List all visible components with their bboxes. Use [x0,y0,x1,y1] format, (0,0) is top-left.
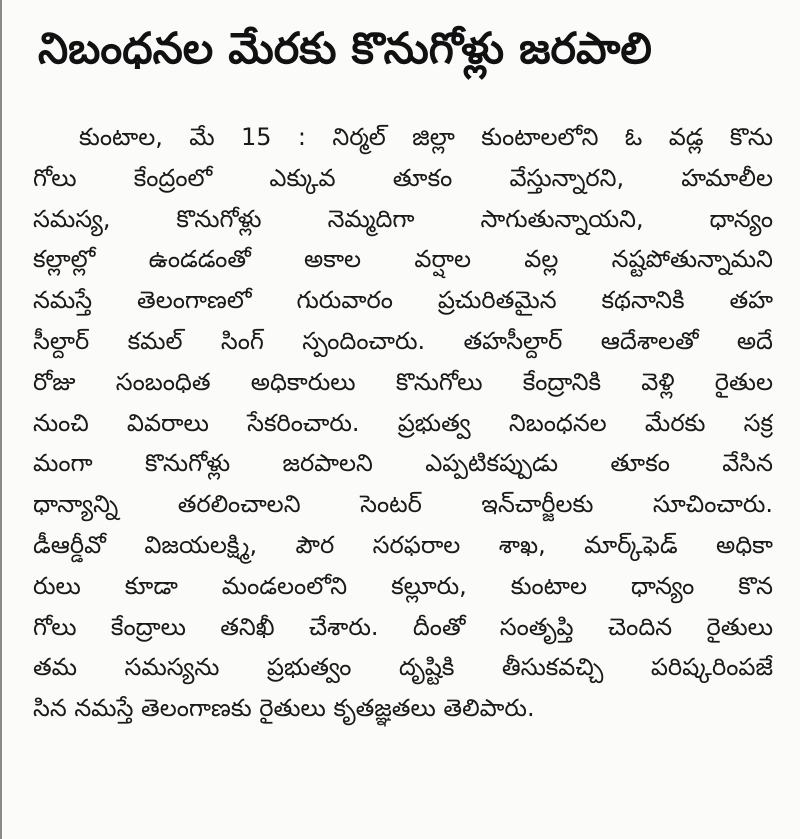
article-body [33,117,773,729]
article-line: సిన నమస్తే తెలంగాణకు రైతులు కృతజ్ఞతలు తెలిపారు. [33,694,535,723]
article-line: సమస్య, కొనుగోళ్లు నెమ్మదిగా సాగుతున్నాయని, ధాన్యం [33,204,773,233]
article-line: సీల్దార్ కమల్ సింగ్ స్పందించారు. తహసీల్దార్ ఆదేశాలతో అదే [33,326,773,355]
article-line: కుంటాల, మే 15 : నిర్మల్ జిల్లా కుంటాలలోని ఓ వడ్ల కొను [79,123,773,151]
article-line: రోజు సంబంధిత అధికారులు కొనుగోలు కేంద్రానికి వెళ్లి రైతుల [33,367,773,396]
article-line: డీఆర్డీవో విజయలక్ష్మి, పౌర సరఫరాల శాఖ, మార్క్‌ఫెడ్ అధికా [33,530,773,559]
article-line: రులు కూడా మండలంలోని కల్లూరు, కుంటాల ధాన్యం కొన [33,571,773,600]
article-line: మంగా కొనుగోళ్లు జరపాలని ఎప్పటికప్పుడు తూకం వేసిన [33,449,773,478]
article-line: నుంచి వివరాలు సేకరించారు. ప్రభుత్వ నిబంధనల మేరకు సక్ర [33,408,773,437]
article-line: గోలు కేంద్రంలో ఎక్కువ తూకం వేస్తున్నారని, హమాలీల [33,163,773,192]
article-line: తమ సమస్యను ప్రభుత్వం దృష్టికి తీసుకవచ్చి పరిష్కరింపజే [33,653,773,682]
article-line: నమస్తే తెలంగాణలో గురువారం ప్రచురితమైన కథనానికి తహ [33,286,773,315]
article-line: ధాన్యాన్ని తరలించాలని సెంటర్ ఇన్‌చార్జీలకు సూచించారు. [33,490,773,519]
article-line: గోలు కేంద్రాలు తనిఖీ చేశారు. దీంతో సంతృప్తి చెందిన రైతులు [33,612,773,641]
article-line: కల్లాల్లో ఉండడంతో అకాల వర్షాల వల్ల నష్టపోతున్నామని [33,245,773,274]
headline: నిబంధనల మేరకు కొనుగోళ్లు జరపాలి [38,24,652,74]
